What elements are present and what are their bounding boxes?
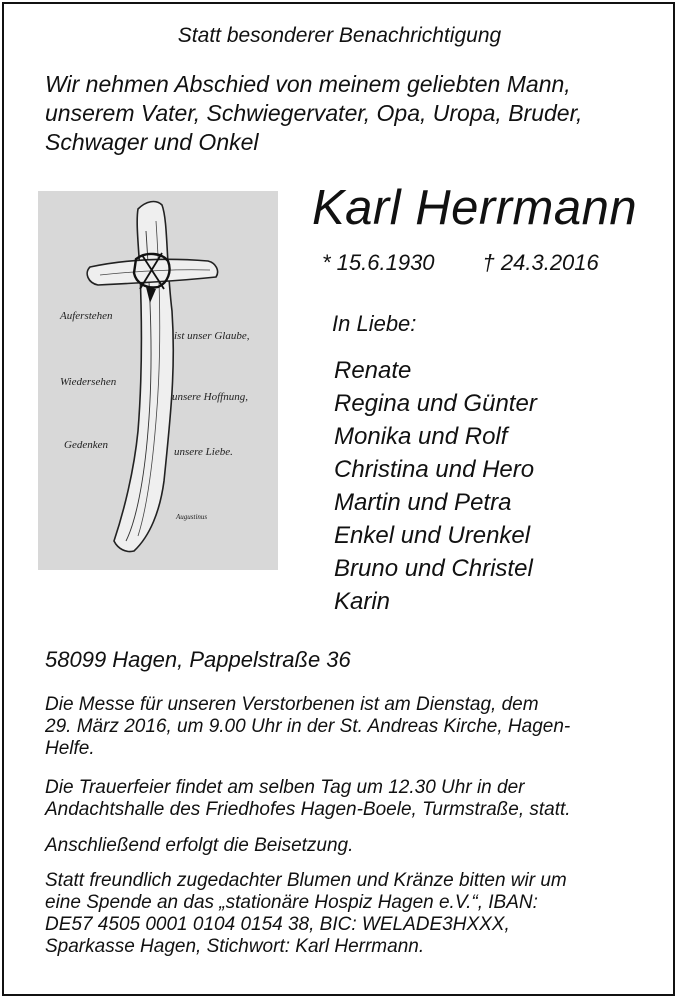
paragraph-line: eine Spende an das „stationäre Hospiz Hagen e.V.“, IBAN: [45, 892, 538, 913]
ceremony-paragraph [45, 777, 645, 821]
paragraph-line: Die Messe für unseren Verstorbenen ist am Dienstag, dem [45, 694, 539, 715]
image-text-line1-right: ist unser Glaube, [174, 330, 250, 342]
mass-paragraph [45, 694, 645, 760]
intro-line: Schwager und Onkel [45, 129, 259, 155]
image-text-line1-left: Auferstehen [60, 310, 113, 322]
family-address: 58099 Hagen, Pappelstraße 36 [45, 647, 351, 672]
mourners-list [334, 354, 537, 618]
mourner-item: Enkel und Urenkel [334, 522, 531, 549]
mourner-item: Christina und Hero [334, 456, 535, 483]
mourner-item: Martin und Petra [334, 489, 512, 516]
mourner-item: Bruno und Christel [334, 555, 533, 582]
mourner-item: Monika und Rolf [334, 423, 508, 450]
paragraph-line: Helfe. [45, 738, 95, 759]
image-text-line2-right: unsere Hoffnung, [172, 391, 248, 403]
intro-line: Wir nehmen Abschied von meinem geliebten Mann, [45, 71, 571, 97]
paragraph-line: DE57 4505 0001 0104 0154 38, BIC: WELADE3HXXX, [45, 914, 510, 935]
mourner-item: Karin [334, 588, 391, 615]
paragraph-line: Andachtshalle des Friedhofes Hagen-Boele, Turmstraße, statt. [45, 799, 571, 820]
donation-paragraph [45, 870, 645, 958]
image-text-line3-left: Gedenken [64, 439, 108, 451]
wooden-cross-drawing [38, 191, 278, 570]
in-liebe-label: In Liebe: [332, 311, 417, 336]
deceased-name: Karl Herrmann [312, 181, 638, 235]
header-notice: Statt besonderer Benachrichtigung [177, 24, 502, 47]
mourner-item: Renate [334, 357, 412, 384]
life-dates [322, 250, 599, 276]
paragraph-line: Anschließend erfolgt die Beisetzung. [45, 835, 354, 856]
paragraph-line: Sparkasse Hagen, Stichwort: Karl Herrmann. [45, 936, 425, 957]
cross-image [38, 191, 278, 570]
intro-line: unserem Vater, Schwiegervater, Opa, Uropa, Bruder, [45, 100, 583, 126]
image-text-author: Augustinus [176, 513, 208, 521]
birth-date: * 15.6.1930 [322, 250, 435, 275]
image-text-line3-right: unsere Liebe. [174, 446, 233, 458]
paragraph-line: 29. März 2016, um 9.00 Uhr in der St. Andreas Kirche, Hagen- [45, 716, 571, 737]
image-text-line2-left: Wiedersehen [60, 376, 117, 388]
burial-paragraph [45, 835, 645, 857]
paragraph-line: Statt freundlich zugedachter Blumen und Kränze bitten wir um [45, 870, 567, 891]
intro-text [45, 70, 645, 157]
paragraph-line: Die Trauerfeier findet am selben Tag um 12.30 Uhr in der [45, 777, 525, 798]
death-date: † 24.3.2016 [482, 250, 599, 275]
mourner-item: Regina und Günter [334, 390, 537, 417]
